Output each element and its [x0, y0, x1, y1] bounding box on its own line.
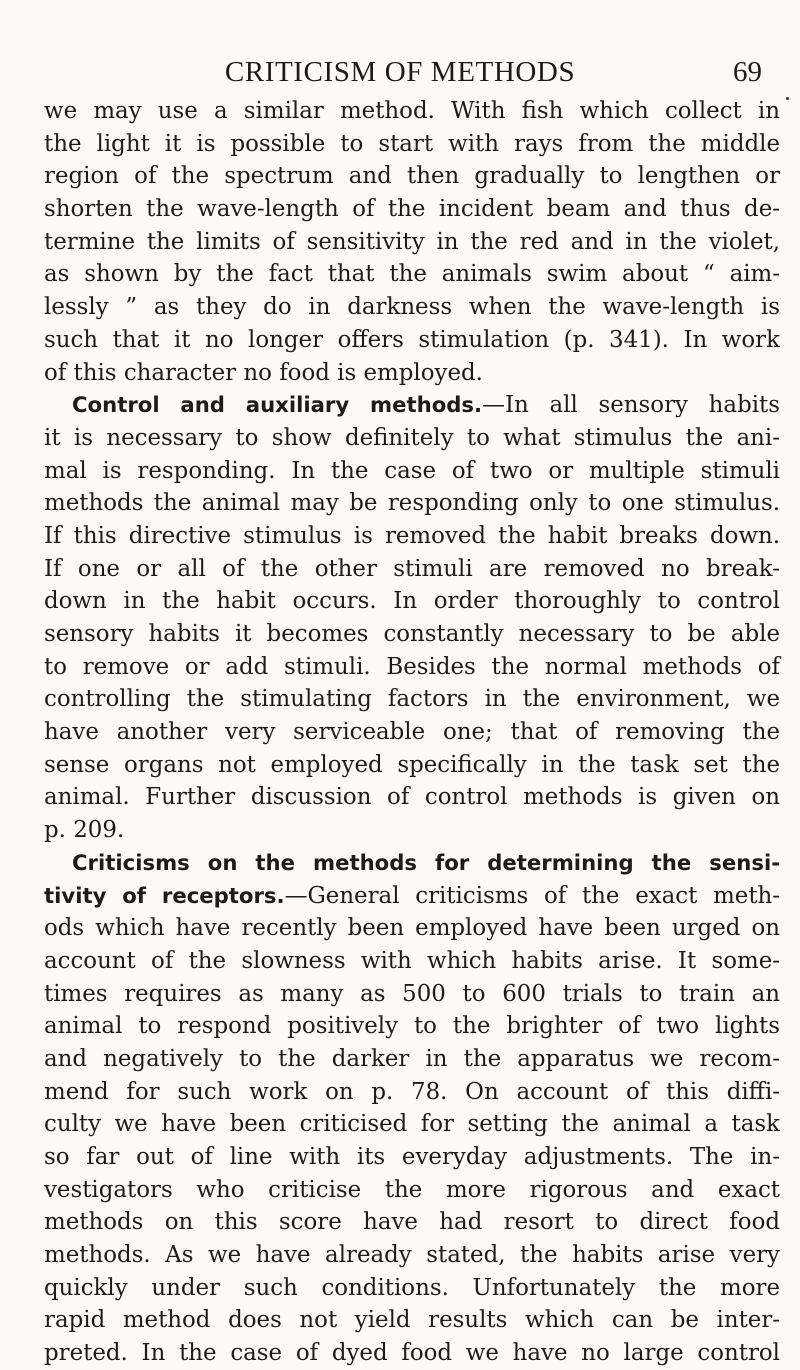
text-line: as shown by the fact that the animals swim about “ aim- [44, 261, 780, 288]
edge-dot-mark [786, 97, 789, 100]
text-line: of this character no food is employed. [44, 359, 483, 386]
text-line: sensory habits it becomes constantly necessary to be able [44, 621, 780, 647]
section-heading-criticisms-continued: tivity of receptors. [44, 882, 285, 908]
text-line: lessly ” as they do in darkness when the wave-length is [44, 294, 780, 321]
text-line: rapid method does not yield results which can be inter- [44, 1307, 780, 1334]
text-line: ods which have recently been employed have been urged on [44, 915, 780, 942]
paragraph-lead-text: —General criticisms of the exact meth- [284, 882, 780, 909]
text-line: sense organs not employed specifically in the task set the [44, 751, 780, 778]
section-heading-criticisms-line-1 [44, 847, 780, 880]
text-line: so far out of line with its everyday adjustments. The in- [44, 1144, 780, 1170]
paragraph-lead-line [44, 389, 780, 422]
text-line: p. 209. [44, 817, 125, 844]
paragraph-1 [44, 95, 780, 389]
section-heading-criticisms: Criticisms on the methods for determining the sensi- [72, 849, 780, 875]
text-line: termine the limits of sensitivity in the red and in the violet, [44, 228, 780, 255]
text-line: to remove or add stimuli. Besides the normal methods of [44, 653, 780, 680]
text-line: animal. Further discussion of control methods is given on [44, 784, 780, 811]
text-line: we may use a similar method. With fish which collect in [44, 98, 780, 124]
text-line: methods. As we have already stated, the habits arise very [44, 1242, 780, 1269]
paragraph-lead-text: —In all sensory habits [482, 392, 780, 419]
paragraph-lead-line [44, 880, 780, 913]
text-line: account of the slowness with which habits arise. It some- [44, 947, 780, 974]
text-line: it is necessary to show definitely to what stimulus the ani- [44, 424, 780, 451]
text-line: vestigators who criticise the more rigorous and exact [44, 1176, 780, 1203]
text-line: If this directive stimulus is removed the habit breaks down. [44, 522, 780, 549]
paragraph-3 [44, 847, 780, 1370]
text-line: methods on this score have had resort to direct food [44, 1209, 780, 1236]
text-line: shorten the wave-length of the incident beam and thus de- [44, 196, 780, 223]
text-line: mal is responding. In the case of two or multiple stimuli [44, 457, 780, 484]
text-line: the light it is possible to start with rays from the middle [44, 130, 780, 157]
text-line: region of the spectrum and then gradually to lengthen or [44, 163, 780, 190]
body-text [44, 95, 780, 1370]
text-line: mend for such work on p. 78. On account of this diffi- [44, 1078, 780, 1105]
text-line: animal to respond positively to the brighter of two lights [44, 1013, 780, 1040]
running-head [38, 52, 762, 92]
text-line: If one or all of the other stimuli are removed no break- [44, 555, 780, 582]
text-line: preted. In the case of dyed food we have no large control [44, 1340, 780, 1367]
section-heading-control-methods: Control and auxiliary methods. [72, 392, 483, 418]
page-number: 69 [733, 56, 762, 88]
text-line: quickly under such conditions. Unfortunately the more [44, 1274, 780, 1301]
text-line: methods the animal may be responding only to one stimulus. [44, 490, 780, 517]
text-line: and negatively to the darker in the apparatus we recom- [44, 1045, 780, 1072]
text-line: have another very serviceable one; that of removing the [44, 719, 780, 746]
text-line: times requires as many as 500 to 600 trials to train an [44, 980, 780, 1007]
text-line: culty we have been criticised for setting the animal a task [44, 1111, 780, 1138]
running-title: CRITICISM OF METHODS [224, 56, 576, 88]
text-line: controlling the stimulating factors in the environment, we [44, 686, 780, 713]
paragraph-2 [44, 389, 780, 847]
text-line: such that it no longer offers stimulation (p. 341). In work [44, 326, 780, 353]
text-line: down in the habit occurs. In order thoroughly to control [44, 588, 780, 615]
